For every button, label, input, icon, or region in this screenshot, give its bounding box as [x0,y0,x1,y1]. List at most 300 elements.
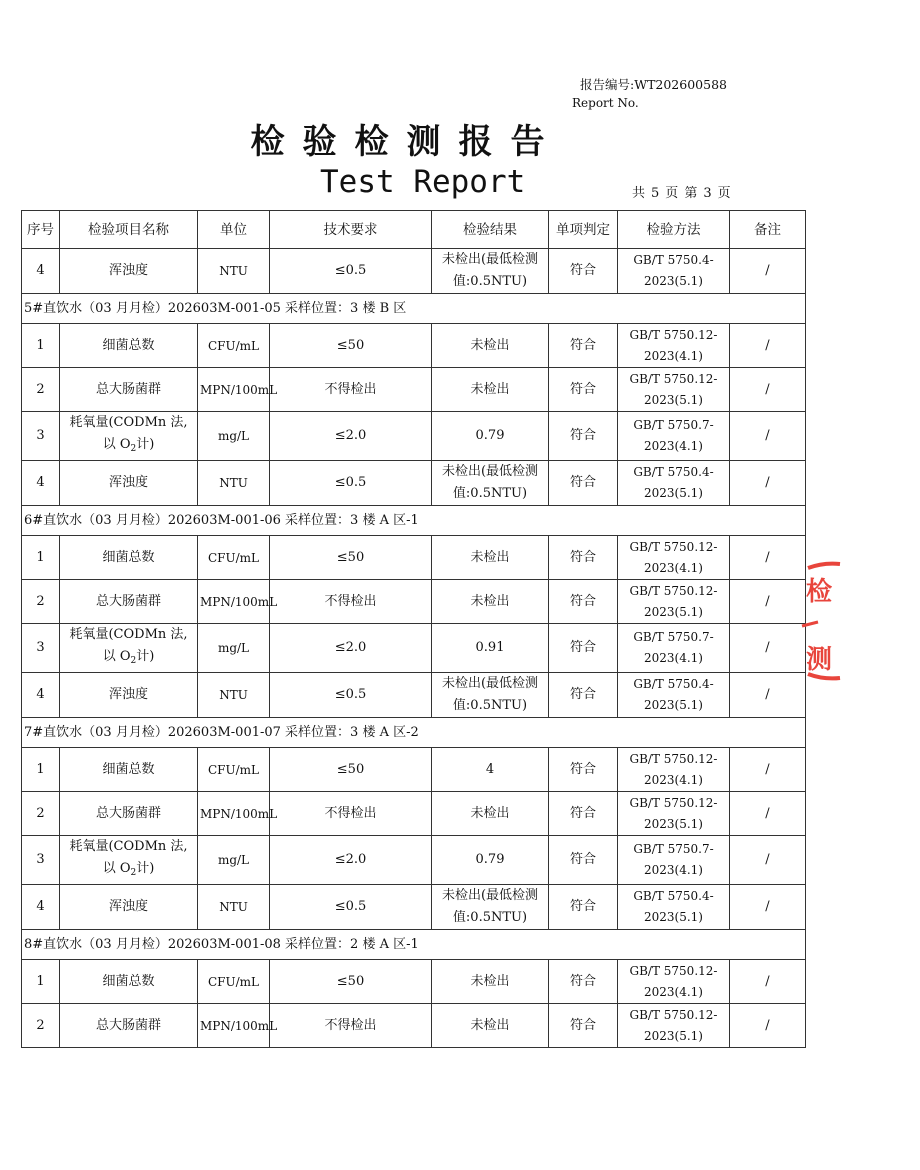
result-value: 未检出 [470,549,510,565]
cell-requirement [270,249,432,294]
item-name: 浑浊度 [108,263,148,278]
method-line2: 2023(4.1) [644,439,703,453]
verdict-value: 符合 [569,899,596,914]
cell-remark [730,461,806,506]
remark-value: / [765,899,770,914]
verdict-value: 符合 [569,640,596,655]
cell-item-name [60,624,198,673]
col-header-requirement: 技术要求 [270,211,432,249]
cell-item-name [60,324,198,368]
cell-no [22,836,60,885]
table-row [22,792,806,836]
cell-requirement [270,792,432,836]
unit-value: MPN/100mL [200,806,278,821]
cell-verdict [549,536,618,580]
table-row [22,536,806,580]
report-number-value: WT202600588 [634,77,727,92]
table-row [22,624,806,673]
verdict-value: 符合 [569,852,596,867]
method-line2: 2023(5.1) [644,392,703,407]
cell-no [22,960,60,1004]
method-line2: 2023(5.1) [644,816,703,831]
row-number: 1 [36,549,45,565]
unit-value: MPN/100mL [200,594,278,609]
remark-value: / [765,640,770,655]
cell-result [432,580,549,624]
unit-value: CFU/mL [207,550,259,565]
table-row [22,748,806,792]
method-line2: 2023(5.1) [644,486,703,500]
sample-section-header: 5#直饮水（03 月月检）202603M-001-05 采样位置：3 楼 B 区 [22,294,806,324]
requirement-value: 不得检出 [324,1017,377,1033]
cell-no [22,624,60,673]
method-line1: GB/T 5750.12- [629,583,718,598]
cell-unit [198,1004,278,1048]
method-line2: 2023(4.1) [644,772,703,787]
item-name: 浑浊度 [108,687,148,702]
cell-no [22,249,60,294]
result-value: 0.79 [475,852,505,867]
item-name: 细菌总数 [102,761,155,777]
cell-verdict [549,960,618,1004]
cell-no [22,580,60,624]
cell-remark [730,960,806,1004]
cell-item-name [60,249,198,294]
cell-verdict [549,748,618,792]
requirement-value: ≤50 [336,973,365,989]
item-name: 总大肠菌群 [95,805,161,821]
cell-unit [198,536,270,580]
cell-unit [198,673,270,718]
result-value: 未检出 [470,337,510,353]
cell-result [432,885,549,930]
requirement-value: ≤50 [336,549,365,565]
item-name: 总大肠菌群 [95,381,161,397]
cell-result [432,1004,549,1048]
item-name: 细菌总数 [102,337,155,353]
result-line1: 未检出(最低检测 [441,464,539,479]
col-header-remark: 备注 [730,211,806,249]
cell-verdict [549,249,618,294]
method-line2: 2023(4.1) [644,984,703,999]
remark-value: / [765,549,770,565]
table-header-row [22,211,806,249]
unit-value: CFU/mL [207,338,259,353]
sample-section-row [22,506,806,536]
cell-requirement [270,368,432,412]
item-name-line2: 以 O [102,861,131,876]
item-name-line1: 耗氧量(CODMn 法, [69,839,188,854]
item-name: 细菌总数 [102,549,155,565]
result-line2: 值:0.5NTU) [452,910,528,925]
cell-result [432,673,549,718]
page-current-prefix: 第 [684,186,698,201]
item-name-line1: 耗氧量(CODMn 法, [69,415,188,430]
page-total: 5 [651,186,660,201]
row-number: 3 [36,852,45,867]
cell-remark [730,368,806,412]
result-line2: 值:0.5NTU) [452,698,528,713]
row-number: 1 [36,337,45,353]
cell-verdict [549,368,618,412]
result-value: 未检出 [470,973,510,989]
unit-value: MPN/100mL [200,1018,278,1033]
requirement-value: ≤50 [336,761,365,777]
report-title-en: Test Report [320,164,526,200]
cell-requirement [270,836,432,885]
requirement-value: ≤0.5 [334,687,367,702]
cell-result [432,249,549,294]
method-line1: GB/T 5750.12- [629,327,718,342]
requirement-value: ≤2.0 [334,852,367,867]
table-row [22,885,806,930]
seal-arc-bottom [808,674,840,678]
sample-section-header: 8#直饮水（03 月月检）202603M-001-08 采样位置：2 楼 A 区-1 [22,930,806,960]
cell-no [22,1004,60,1048]
verdict-value: 符合 [569,337,596,353]
cell-verdict [549,324,618,368]
cell-requirement [270,536,432,580]
row-number: 2 [36,381,45,397]
cell-item-name [60,580,198,624]
sample-section-row [22,930,806,960]
method-line2: 2023(4.1) [644,348,703,363]
cell-method [618,324,730,368]
unit-value: mg/L [217,641,250,655]
requirement-value: ≤0.5 [334,263,367,278]
row-number: 2 [36,805,45,821]
row-number: 4 [36,263,45,278]
cell-method [618,792,730,836]
result-value: 4 [485,761,495,777]
item-name-line2-end: 计) [136,437,155,452]
cell-verdict [549,885,618,930]
cell-item-name [60,461,198,506]
requirement-value: ≤0.5 [334,475,367,490]
cell-remark [730,624,806,673]
cell-item-name [60,960,198,1004]
cell-remark [730,324,806,368]
cell-verdict [549,580,618,624]
cell-verdict [549,1004,618,1048]
cell-remark [730,885,806,930]
method-line1: GB/T 5750.12- [629,963,718,978]
cell-item-name [60,836,198,885]
col-header-item: 检验项目名称 [60,211,198,249]
row-number: 3 [36,428,45,443]
cell-unit [198,792,278,836]
cell-verdict [549,461,618,506]
col-header-verdict: 单项判定 [549,211,618,249]
cell-method [618,748,730,792]
report-title-zh: 检验检测报告 [250,122,563,162]
verdict-value: 符合 [569,973,596,989]
seal-char-1: 检 [806,577,833,607]
method-line2: 2023(5.1) [644,698,703,712]
method-line2: 2023(5.1) [644,1028,703,1043]
cell-item-name [60,1004,198,1048]
item-name-subscript: 2 [130,656,137,666]
cell-item-name [60,885,198,930]
cell-method [618,412,730,461]
requirement-value: ≤2.0 [334,428,367,443]
col-header-unit: 单位 [198,211,270,249]
report-number-label-en: Report No. [572,96,639,110]
remark-value: / [765,805,770,821]
item-name-subscript: 2 [130,868,137,878]
page-indicator [632,182,737,201]
item-name-subscript: 2 [130,444,137,454]
table-row [22,412,806,461]
verdict-value: 符合 [569,475,596,490]
row-number: 1 [36,761,45,777]
cell-requirement [270,624,432,673]
method-line2: 2023(5.1) [644,604,703,619]
cell-method [618,836,730,885]
requirement-value: ≤0.5 [334,899,367,914]
item-name-line1: 耗氧量(CODMn 法, [69,627,188,642]
cell-requirement [270,461,432,506]
row-number: 3 [36,640,45,655]
method-line1: GB/T 5750.4- [633,677,714,691]
table-row [22,836,806,885]
table-row [22,368,806,412]
verdict-value: 符合 [569,593,596,609]
cell-method [618,368,730,412]
cell-requirement [270,673,432,718]
remark-value: / [765,263,770,278]
method-line2: 2023(4.1) [644,560,703,575]
unit-value: mg/L [217,429,250,443]
method-line2: 2023(4.1) [644,651,703,665]
report-number-block [572,76,727,112]
cell-result [432,792,549,836]
cell-verdict [549,792,618,836]
col-header-result: 检验结果 [432,211,549,249]
table-row [22,580,806,624]
col-header-no: 序号 [22,211,60,249]
inspection-seal-stamp [800,556,920,686]
sample-section-row [22,718,806,748]
cell-unit [198,412,270,461]
seal-arc-top [808,564,840,568]
method-line1: GB/T 5750.4- [633,889,714,903]
cell-no [22,792,60,836]
cell-requirement [270,885,432,930]
result-value: 未检出 [470,1017,510,1033]
result-value: 未检出 [470,593,510,609]
sample-section-row [22,294,806,324]
remark-value: / [765,687,770,702]
unit-value: NTU [219,264,248,278]
cell-method [618,580,730,624]
cell-remark [730,536,806,580]
cell-remark [730,412,806,461]
cell-remark [730,836,806,885]
table-row [22,249,806,294]
method-line1: GB/T 5750.4- [633,465,714,479]
cell-remark [730,1004,806,1048]
cell-no [22,324,60,368]
result-line2: 值:0.5NTU) [452,274,528,289]
unit-value: CFU/mL [207,762,259,777]
cell-requirement [270,1004,432,1048]
verdict-value: 符合 [569,263,596,278]
cell-requirement [270,580,432,624]
remark-value: / [765,381,770,397]
remark-value: / [765,973,770,989]
item-name: 浑浊度 [108,475,148,490]
cell-result [432,836,549,885]
cell-verdict [549,836,618,885]
cell-method [618,536,730,580]
page-total-prefix: 共 [632,186,646,201]
row-number: 4 [36,687,45,702]
verdict-value: 符合 [569,761,596,777]
sample-section-header: 6#直饮水（03 月月检）202603M-001-06 采样位置：3 楼 A 区-1 [22,506,806,536]
method-line1: GB/T 5750.12- [629,751,718,766]
cell-item-name [60,792,198,836]
table-row [22,324,806,368]
cell-no [22,748,60,792]
unit-value: NTU [219,688,248,702]
cell-method [618,673,730,718]
item-name: 总大肠菌群 [95,593,161,609]
remark-value: / [765,1017,770,1033]
cell-item-name [60,412,198,461]
verdict-value: 符合 [569,805,596,821]
remark-value: / [765,475,770,490]
item-name-line2-end: 计) [136,861,155,876]
cell-verdict [549,673,618,718]
table-row [22,1004,806,1048]
cell-result [432,624,549,673]
verdict-value: 符合 [569,687,596,702]
method-line2: 2023(5.1) [644,910,703,924]
cell-item-name [60,748,198,792]
seal-char-2: 测 [806,645,833,675]
item-name-line2: 以 O [102,437,131,452]
cell-unit [198,249,270,294]
requirement-value: ≤50 [336,337,365,353]
page-current: 3 [703,186,712,201]
cell-method [618,885,730,930]
row-number: 4 [36,899,45,914]
cell-method [618,461,730,506]
cell-result [432,748,549,792]
cell-result [432,461,549,506]
cell-method [618,1004,730,1048]
cell-no [22,536,60,580]
result-value: 0.91 [475,640,505,655]
item-name: 浑浊度 [108,899,148,914]
requirement-value: 不得检出 [324,381,377,397]
cell-requirement [270,960,432,1004]
report-number-line [572,76,727,94]
col-header-method: 检验方法 [618,211,730,249]
result-value: 未检出 [470,805,510,821]
remark-value: / [765,337,770,353]
cell-requirement [270,748,432,792]
row-number: 4 [36,475,45,490]
cell-item-name [60,368,198,412]
cell-method [618,249,730,294]
row-number: 2 [36,593,45,609]
requirement-value: ≤2.0 [334,640,367,655]
remark-value: / [765,428,770,443]
cell-remark [730,580,806,624]
requirement-value: 不得检出 [324,805,377,821]
cell-no [22,461,60,506]
row-number: 1 [36,973,45,989]
cell-method [618,960,730,1004]
row-number: 2 [36,1017,45,1033]
method-line1: GB/T 5750.12- [629,795,718,810]
remark-value: / [765,761,770,777]
unit-value: mg/L [217,853,250,867]
verdict-value: 符合 [569,1017,596,1033]
cell-remark [730,748,806,792]
item-name: 细菌总数 [102,973,155,989]
cell-result [432,960,549,1004]
table-row [22,461,806,506]
cell-result [432,536,549,580]
cell-result [432,324,549,368]
method-line1: GB/T 5750.12- [629,371,718,386]
item-name-line2: 以 O [102,649,131,664]
cell-result [432,412,549,461]
cell-unit [198,960,270,1004]
cell-unit [198,748,270,792]
requirement-value: 不得检出 [324,593,377,609]
sample-section-header: 7#直饮水（03 月月检）202603M-001-07 采样位置：3 楼 A 区-2 [22,718,806,748]
unit-value: CFU/mL [207,974,259,989]
unit-value: NTU [219,476,248,490]
remark-value: / [765,593,770,609]
cell-unit [198,624,270,673]
cell-unit [198,368,278,412]
method-line2: 2023(4.1) [644,863,703,877]
cell-result [432,368,549,412]
remark-value: / [765,852,770,867]
cell-requirement [270,324,432,368]
result-line1: 未检出(最低检测 [441,888,539,903]
cell-item-name [60,673,198,718]
method-line2: 2023(5.1) [644,274,703,288]
method-line1: GB/T 5750.12- [629,539,718,554]
cell-item-name [60,536,198,580]
result-value: 未检出 [470,381,510,397]
cell-remark [730,792,806,836]
item-name-line2-end: 计) [136,649,155,664]
cell-unit [198,461,270,506]
result-line1: 未检出(最低检测 [441,252,539,267]
cell-verdict [549,412,618,461]
cell-unit [198,580,278,624]
result-line1: 未检出(最低检测 [441,676,539,691]
item-name: 总大肠菌群 [95,1017,161,1033]
cell-remark [730,673,806,718]
cell-unit [198,836,270,885]
method-line1: GB/T 5750.7- [633,418,714,432]
cell-verdict [549,624,618,673]
cell-no [22,673,60,718]
cell-unit [198,324,270,368]
method-line1: GB/T 5750.7- [633,630,714,644]
cell-no [22,885,60,930]
table-row [22,673,806,718]
verdict-value: 符合 [569,549,596,565]
